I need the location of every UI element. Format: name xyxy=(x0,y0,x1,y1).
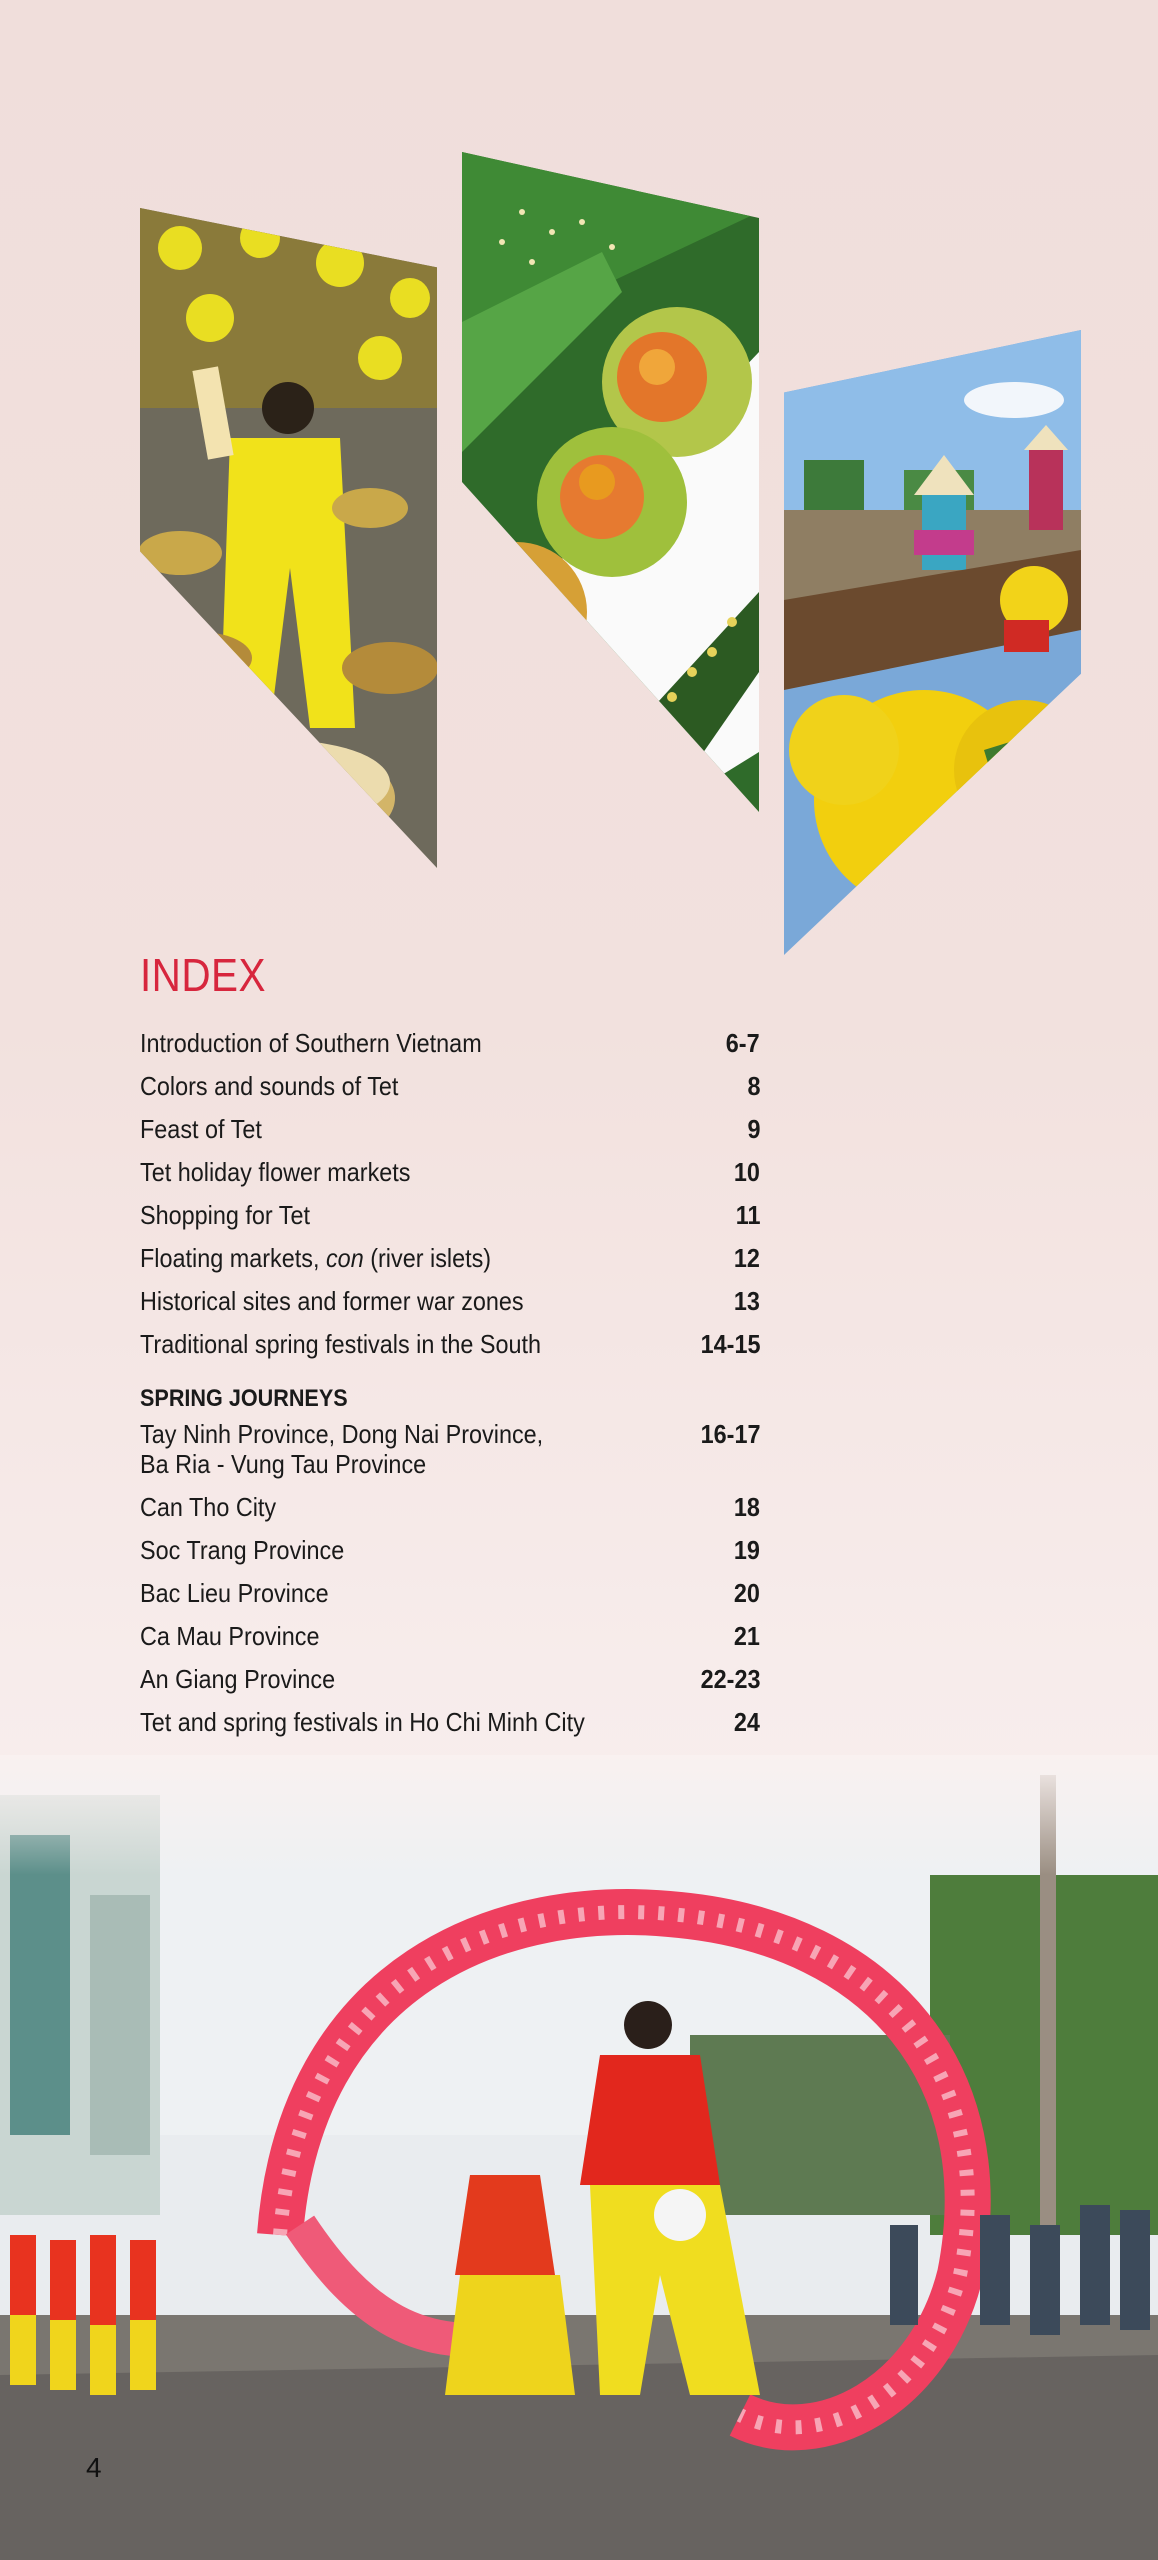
index-entry-label: Shopping for Tet xyxy=(140,1200,311,1230)
journey-entry-label: Can Tho City xyxy=(140,1492,277,1522)
journey-entry-page: 21 xyxy=(733,1621,760,1651)
index-title: INDEX xyxy=(140,949,266,1001)
journey-entry-page: 22-23 xyxy=(700,1664,760,1694)
index-entry-page: 14-15 xyxy=(700,1329,760,1359)
index-entry-page: 11 xyxy=(735,1200,760,1230)
index-entry-label: Introduction of Southern Vietnam xyxy=(140,1028,482,1058)
index-entry-label: Feast of Tet xyxy=(140,1114,262,1144)
spring-journeys-heading: SPRING JOURNEYS xyxy=(140,1385,348,1412)
journey-entry[interactable] xyxy=(140,1707,760,1737)
index-entry-label: Floating markets, con (river islets) xyxy=(140,1243,492,1273)
journey-entry-page: 20 xyxy=(733,1578,760,1608)
journey-entry[interactable] xyxy=(140,1578,760,1608)
journey-entry-label: Tay Ninh Province, Dong Nai Province, Ba Ria - Vung Tau Province xyxy=(140,1419,544,1479)
index-entry-page: 13 xyxy=(733,1286,760,1316)
journey-entry[interactable] xyxy=(140,1419,760,1479)
journey-entry-label: Bac Lieu Province xyxy=(140,1578,329,1608)
index-entry-page: 8 xyxy=(746,1071,760,1101)
journey-entry-label: Tet and spring festivals in Ho Chi Minh City xyxy=(140,1707,585,1737)
journey-entry-label: Ca Mau Province xyxy=(140,1621,320,1651)
index-entry[interactable] xyxy=(140,1028,760,1058)
index-entry[interactable] xyxy=(140,1286,760,1316)
index-entry-label: Traditional spring festivals in the South xyxy=(140,1329,542,1359)
index-entry-page: 6-7 xyxy=(726,1028,760,1058)
drum-performers-photo xyxy=(140,208,437,868)
journey-entry[interactable] xyxy=(140,1492,760,1522)
index-entry[interactable] xyxy=(140,1243,760,1273)
index-entry-page: 9 xyxy=(746,1114,760,1144)
index-entry[interactable] xyxy=(140,1071,760,1101)
index-entry[interactable] xyxy=(140,1114,760,1144)
index-entry[interactable] xyxy=(140,1329,760,1359)
index-list xyxy=(140,1028,760,1793)
index-entry-page: 10 xyxy=(733,1157,760,1187)
page-number: 4 xyxy=(86,2452,102,2483)
journey-entry[interactable] xyxy=(140,1621,760,1651)
dragon-dance-photo xyxy=(0,1755,1158,2560)
index-entry[interactable] xyxy=(140,1200,760,1230)
index-entry[interactable] xyxy=(140,1157,760,1187)
journey-entry-page: 19 xyxy=(733,1535,760,1565)
journey-entry-label: An Giang Province xyxy=(140,1664,336,1694)
journey-entry[interactable] xyxy=(140,1664,760,1694)
journey-entry-page: 18 xyxy=(733,1492,760,1522)
italic-term: con xyxy=(325,1243,364,1273)
journey-entry-label: Soc Trang Province xyxy=(140,1535,345,1565)
journey-entry[interactable] xyxy=(140,1535,760,1565)
index-entry-page: 12 xyxy=(733,1243,760,1273)
photo-fade xyxy=(0,1755,1158,1875)
journey-entry-page: 16-17 xyxy=(700,1419,760,1449)
index-entry-label: Historical sites and former war zones xyxy=(140,1286,524,1316)
index-entry-label: Tet holiday flower markets xyxy=(140,1157,411,1187)
sticky-rice-cakes-photo xyxy=(462,152,759,812)
index-entry-label: Colors and sounds of Tet xyxy=(140,1071,399,1101)
floating-flower-market-photo xyxy=(784,330,1081,955)
journey-entry-page: 24 xyxy=(733,1707,760,1737)
